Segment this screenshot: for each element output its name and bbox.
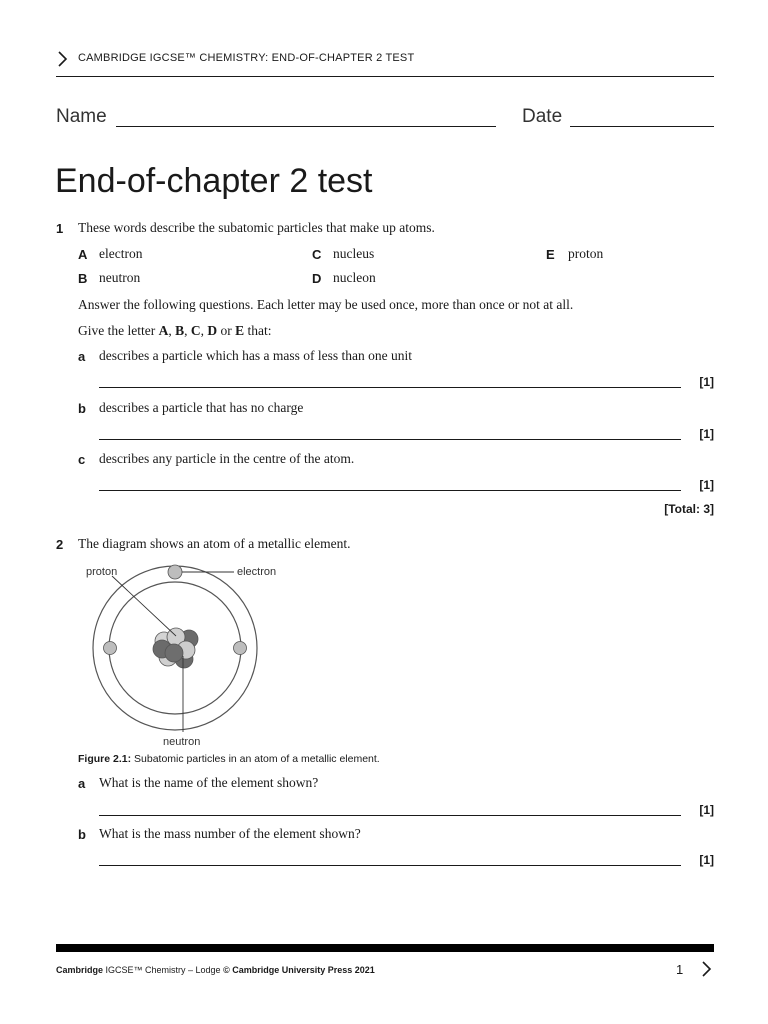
electron-particle: [234, 642, 247, 655]
date-field[interactable]: [570, 126, 714, 127]
option-letter: C: [312, 247, 322, 262]
part-text: describes any particle in the centre of the atom.: [99, 451, 355, 466]
mark-label: [1]: [699, 478, 714, 492]
question-1-number: 1: [56, 221, 64, 236]
answer-line[interactable]: [99, 387, 681, 388]
part-text: What is the mass number of the element shown?: [99, 826, 361, 841]
question-1-intro: These words describe the subatomic particles that make up atoms.: [78, 220, 435, 235]
name-field[interactable]: [116, 126, 496, 127]
mark-label: [1]: [699, 853, 714, 867]
electron-particle: [104, 642, 117, 655]
chevron-right-icon: [56, 50, 70, 68]
mark-label: [1]: [699, 803, 714, 817]
part-letter: c: [78, 452, 86, 467]
header-title: CAMBRIDGE IGCSE™ CHEMISTRY: END-OF-CHAPTER 2 TEST: [78, 52, 415, 64]
footer-bar: [56, 944, 714, 952]
option-text: neutron: [99, 270, 141, 285]
figure-caption: Figure 2.1: Subatomic particles in an atom of a metallic element.: [78, 753, 380, 765]
electron-label: electron: [237, 566, 277, 578]
neutron-label: neutron: [163, 736, 201, 748]
mark-label: [1]: [699, 375, 714, 389]
part-letter: a: [78, 349, 86, 364]
option-text: electron: [99, 246, 143, 261]
part-text: What is the name of the element shown?: [99, 775, 319, 790]
part-letter: a: [78, 776, 86, 791]
header-divider: [56, 76, 714, 77]
part-text: describes a particle which has a mass of less than one unit: [99, 348, 413, 363]
question-2-intro: The diagram shows an atom of a metallic element.: [78, 536, 351, 551]
option-text: nucleon: [333, 270, 376, 285]
part-letter: b: [78, 827, 86, 842]
chevron-right-icon[interactable]: [700, 960, 714, 978]
page-title: End-of-chapter 2 test: [55, 162, 373, 200]
name-label: Name: [56, 106, 107, 127]
answer-line[interactable]: [99, 815, 681, 816]
answer-line[interactable]: [99, 490, 681, 491]
part-letter: b: [78, 401, 86, 416]
option-letter: E: [546, 247, 555, 262]
part-text: describes a particle that has no charge: [99, 400, 304, 415]
option-text: proton: [568, 246, 604, 261]
mark-label: [1]: [699, 427, 714, 441]
option-letter: A: [78, 247, 88, 262]
instruction-text: Give the letter A, B, C, D or E that:: [78, 323, 272, 338]
footer-copyright: Cambridge IGCSE™ Chemistry – Lodge © Cambridge University Press 2021: [56, 965, 375, 975]
page-number: 1: [676, 962, 684, 977]
option-letter: B: [78, 271, 88, 286]
answer-line[interactable]: [99, 439, 681, 440]
atom-diagram: [76, 556, 296, 752]
option-letter: D: [312, 271, 322, 286]
proton-label: proton: [86, 566, 118, 578]
instruction-text: Answer the following questions. Each letter may be used once, more than once or not at all.: [78, 297, 574, 312]
electron-particle: [168, 565, 182, 579]
option-text: nucleus: [333, 246, 375, 261]
answer-line[interactable]: [99, 865, 681, 866]
date-label: Date: [522, 106, 563, 127]
question-2-number: 2: [56, 537, 64, 552]
total-marks: [Total: 3]: [664, 502, 714, 516]
